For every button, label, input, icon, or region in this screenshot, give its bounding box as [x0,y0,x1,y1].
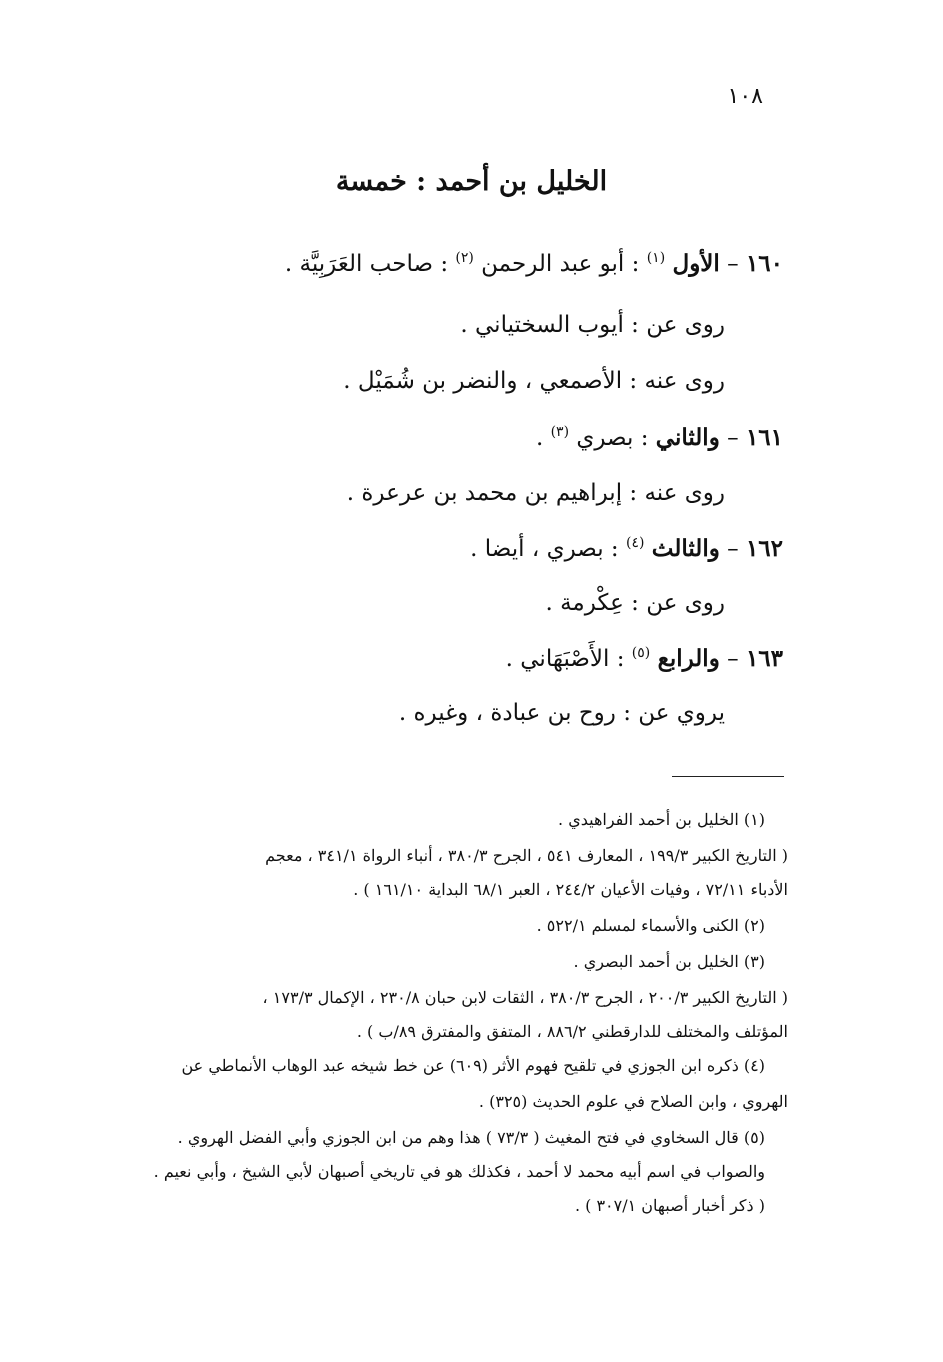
page-number: ١٠٨ [727,84,763,109]
entry-number: ١٦٣ [745,645,783,672]
entry-text: : بصري ، أيضا . [470,536,619,562]
entry-text: : أبو عبد الرحمن [481,251,640,277]
footnote-line: (٣) الخليل بن أحمد البصري . [573,952,765,971]
footnote-ref: (٤) [625,535,645,551]
entry-number: ١٦٠ [745,250,783,277]
footnote-line: ( ذكر أخبار أصبهان ٣٠٧/١ ) . [574,1196,765,1215]
entry-name: والثاني [655,424,720,451]
footnote-line: (٤) ذكره ابن الجوزي في تلقيح فهوم الأثر (٦٠٩) عن خط شيخه عبد الوهاب الأنماطي عن [181,1056,765,1075]
entry-subline: روى عن : أيوب السختياني . [460,312,725,338]
entry-subline: روى عنه : إبراهيم بن محمد بن عرعرة . [346,480,725,506]
footnote-line: المؤتلف والمختلف للدارقطني ٨٨٦/٢ ، المتفق والمفترق ٨٩/ب ) . [356,1022,788,1041]
footnote-line: الأدباء ٧٢/١١ ، وفيات الأعيان ٢٤٤/٢ ، العبر ٦٨/١ البداية ١٦١/١٠ ) . [353,880,788,899]
entry-161 [536,424,783,451]
footnote-line: الهروي ، وابن الصلاح في علوم الحديث (٣٢٥) . [478,1092,788,1111]
entry-dash: – [727,646,739,672]
footnote-line: (٢) الكنى والأسماء لمسلم ٥٢٢/١ . [536,916,765,935]
footnote-ref: (١) [646,250,666,266]
entry-text: : بصري [576,425,649,451]
footnote-ref: (٢) [455,250,474,266]
entry-number: ١٦١ [745,424,783,451]
entry-dash: – [727,251,739,277]
entry-name: والثالث [651,535,720,562]
footnote-divider [672,776,784,777]
entry-dash: – [727,536,739,562]
footnote-line: (١) الخليل بن أحمد الفراهيدي . [558,810,765,829]
footnote-ref: (٣) [550,424,570,440]
page-title: الخليل بن أحمد : خمسة [335,166,608,197]
entry-subline: يروي عن : روح بن عبادة ، وغيره . [398,700,725,726]
footnote-ref: (٥) [631,645,651,661]
footnote-line: ( التاريخ الكبير ١٩٩/٣ ، المعارف ٥٤١ ، الجرح ٣٨٠/٣ ، أنباء الرواة ٣٤١/١ ، معجم [265,846,788,865]
entry-160 [285,250,783,277]
entry-text: . [535,425,544,451]
footnote-line: (٥) قال السخاوي في فتح المغيث ( ٧٣/٣ ) هذا وهم من ابن الجوزي وأبي الفضل الهروي . [177,1128,765,1147]
entry-name: الأول [672,250,720,277]
footnote-line: ( التاريخ الكبير ٢٠٠/٣ ، الجرح ٣٨٠/٣ ، الثقات لابن حبان ٢٣٠/٨ ، الإكمال ١٧٣/٣ ، [262,988,788,1007]
entry-number: ١٦٢ [745,535,783,562]
entry-text: : صاحب العَرَبِيَّة . [284,251,449,277]
entry-163 [506,645,783,672]
entry-subline: روى عنه : الأصمعي ، والنضر بن شُمَيْل . [343,368,725,394]
footnote-line: والصواب في اسم أبيه محمد لا أحمد ، فكذلك هو في تاريخي أصبهان لأبي الشيخ ، وأبي نعيم . [153,1162,765,1181]
entry-162 [470,535,783,562]
entry-text: : الأَصْبَهَاني . [505,646,625,672]
entry-subline: روى عن : عِكْرمة . [545,590,725,616]
entry-dash: – [727,425,739,451]
entry-name: والرابع [657,645,720,672]
